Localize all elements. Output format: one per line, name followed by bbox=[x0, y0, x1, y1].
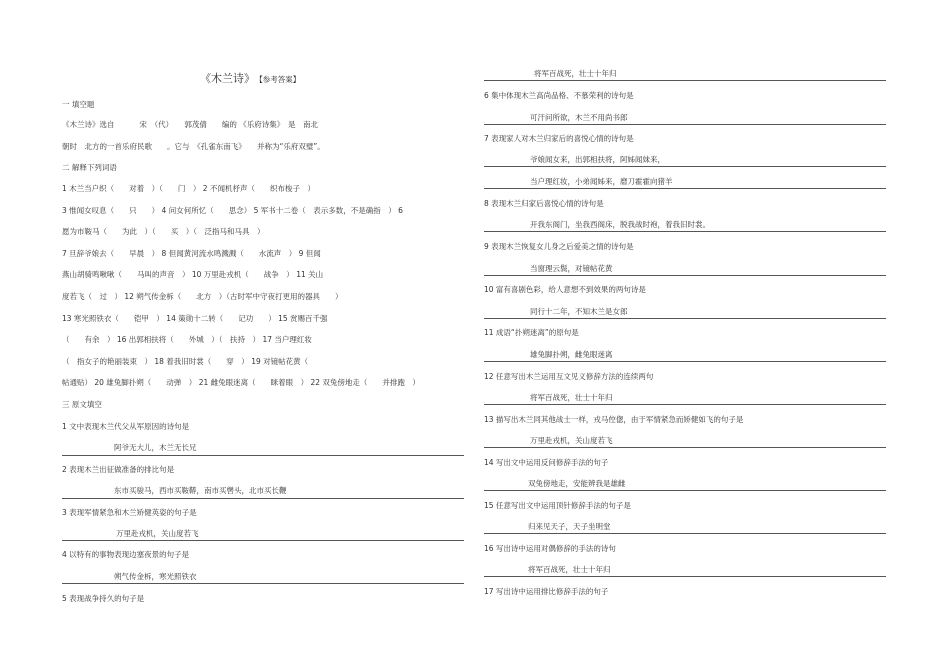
question-13: 13 描写出木兰同其他战士一样，戎马倥偬，由于军情紧急而矫健如飞的句子是 bbox=[484, 415, 744, 424]
word-row-3: 愿为市鞍马（ 为此 ）（ 买 ）（ 泛指马和马具 ） bbox=[62, 227, 265, 236]
page-title bbox=[200, 70, 300, 86]
answer-11: 雄兔脚扑朔，雌兔眼迷离 bbox=[530, 350, 613, 359]
answer-7a: 爷娘闻女来，出郭相扶将，阿姊闻妹来， bbox=[530, 155, 665, 164]
answer-line-14 bbox=[484, 490, 886, 491]
answer-line-5 bbox=[484, 80, 886, 81]
answer-line-10 bbox=[484, 318, 886, 319]
answer-line-7b bbox=[484, 188, 886, 189]
question-11: 11 成语“扑朔迷离”的原句是 bbox=[484, 328, 579, 337]
word-row-10: 帖通贴） 20 雄兔脚扑朔（ 动弹 ） 21 雌兔眼迷离（ 眯着眼 ） 22 双兔傍地走（ 并排跑 ） bbox=[62, 378, 420, 387]
answer-13: 万里赴戎机，关山度若飞 bbox=[530, 436, 613, 445]
section-explain-words: 二 解释下列词语 bbox=[62, 163, 117, 172]
word-row-9: （ 指女子的艳丽装束 ） 18 着我旧时裳（ 穿 ） 19 对镜帖花黄（ bbox=[62, 357, 309, 366]
answer-8: 开我东阁门，坐我西阁床，脱我战时袍，着我旧时裳。 bbox=[530, 220, 710, 229]
fill-row-1: 《木兰诗》选自 宋 （代） 郭茂倩 编的 《乐府诗集》 是 南北 bbox=[62, 120, 319, 129]
question-8: 8 表现木兰归家后喜悦心情的诗句是 bbox=[484, 199, 604, 208]
question-1: 1 文中表现木兰代父从军原因的诗句是 bbox=[62, 422, 190, 431]
answer-line-11 bbox=[484, 361, 886, 362]
question-5: 5 表现战争持久的句子是 bbox=[62, 594, 145, 603]
question-14: 14 写出文中运用反问修辞手法的句子 bbox=[484, 458, 609, 467]
word-row-2: 3 惟闻女叹息（ 只 ） 4 问女何所忆（ 思念） 5 军书十二卷（ 表示多数，不是确指 ） 6 bbox=[62, 206, 403, 215]
word-row-5: 燕山胡骑鸣啾啾（ 马叫的声音 ） 10 万里赴戎机（ 战争 ） 11 关山 bbox=[62, 270, 324, 279]
answer-line-3 bbox=[62, 540, 464, 541]
answer-14: 双兔傍地走，安能辨我是雄雌 bbox=[528, 479, 626, 488]
answer-10: 同行十二年，不知木兰是女郎 bbox=[530, 307, 628, 316]
answer-6: 可汗问所欲，木兰不用尚书郎 bbox=[530, 113, 628, 122]
answer-key-label: 【参考答案】 bbox=[259, 75, 301, 84]
word-row-4: 7 旦辞爷娘去（ 早晨 ） 8 但闻黄河流水鸣溅溅（ 水流声 ） 9 但闻 bbox=[62, 249, 321, 258]
answer-12: 将军百战死，壮士十年归 bbox=[530, 393, 613, 402]
answer-4: 朔气传金柝，寒光照铁衣 bbox=[114, 572, 197, 581]
question-2: 2 表现木兰出征做准备的排比句是 bbox=[62, 465, 175, 474]
answer-1: 阿爷无大儿，木兰无长兄 bbox=[114, 443, 197, 452]
answer-7b: 当户理红妆，小弟闻姊来，磨刀霍霍向猪羊 bbox=[530, 177, 673, 186]
word-row-7: 13 寒光照铁衣（ 铠甲 ） 14 策勋十二转（ 记功 ） 15 赏赐百千强 bbox=[62, 314, 328, 323]
question-7: 7 表现家人对木兰归家后的喜悦心情的诗句是 bbox=[484, 134, 634, 143]
title-text: 《木兰诗》 bbox=[200, 72, 255, 85]
answer-line-6 bbox=[484, 124, 886, 125]
answer-line-16 bbox=[484, 576, 886, 577]
answer-line-9 bbox=[484, 275, 886, 276]
answer-15: 归来见天子，天子坐明堂 bbox=[528, 522, 611, 531]
answer-line-8 bbox=[484, 231, 886, 232]
answer-line-1 bbox=[62, 455, 464, 456]
answer-line-15 bbox=[484, 533, 886, 534]
answer-5: 将军百战死，壮士十年归 bbox=[534, 69, 617, 78]
question-17: 17 写出诗中运用排比修辞手法的句子 bbox=[484, 587, 609, 596]
word-row-6: 度若飞（ 过 ） 12 朔气传金柝（ 北方 ）（古时军中守夜打更用的器具 ） bbox=[62, 292, 343, 301]
question-9: 9 表现木兰恢复女儿身之后爱美之情的诗句是 bbox=[484, 242, 634, 251]
answer-line-7a bbox=[484, 166, 886, 167]
section-fill-original: 三 原文填空 bbox=[62, 400, 102, 409]
section-fill-blank: 一 填空题 bbox=[62, 100, 95, 109]
answer-line-2 bbox=[62, 498, 464, 499]
question-6: 6 集中体现木兰高尚品格、不慕荣利的诗句是 bbox=[484, 91, 634, 100]
answer-line-13 bbox=[484, 447, 886, 448]
answer-3: 万里赴戎机，关山度若飞 bbox=[116, 529, 199, 538]
question-15: 15 任意写出文中运用顶针修辞手法的句子是 bbox=[484, 501, 631, 510]
fill-row-2: 朝时 北方的一首乐府民歌 。它与 《孔雀东南飞》 并称为“乐府双璧”。 bbox=[62, 142, 325, 151]
question-10: 10 富有喜剧色彩，给人意想不到效果的两句诗是 bbox=[484, 285, 646, 294]
answer-16: 将军百战死，壮士十年归 bbox=[528, 565, 611, 574]
question-4: 4 以特有的事物表现边塞夜景的句子是 bbox=[62, 550, 190, 559]
word-row-1: 1 木兰当户织（ 对着 ）（ 门 ） 2 不闻机杼声（ 织布梭子 ） bbox=[62, 184, 315, 193]
answer-line-4 bbox=[62, 583, 464, 584]
answer-line-12 bbox=[484, 404, 886, 405]
question-16: 16 写出诗中运用对偶修辞的手法的诗句 bbox=[484, 544, 616, 553]
word-row-8: （ 有余 ） 16 出郭相扶将（ 外城 ）（ 扶持 ） 17 当户理红妆 bbox=[62, 335, 312, 344]
question-12: 12 任意写出木兰运用互文见义修辞方法的连续两句 bbox=[484, 372, 654, 381]
answer-2: 东市买骏马，西市买鞍鞯，南市买辔头，北市买长鞭 bbox=[114, 486, 287, 495]
answer-9: 当窗理云鬓，对镜帖花黄 bbox=[530, 264, 613, 273]
question-3: 3 表现军情紧急和木兰矫健英姿的句子是 bbox=[62, 508, 197, 517]
